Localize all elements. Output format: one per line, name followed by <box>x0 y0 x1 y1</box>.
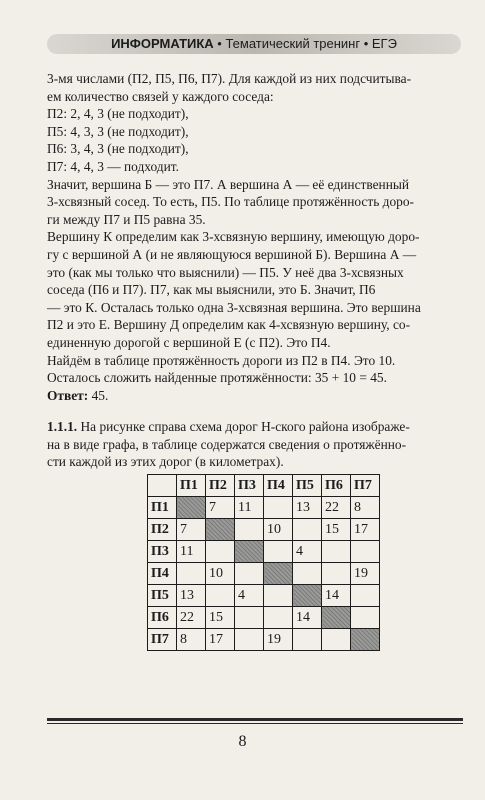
body-line: гу с вершиной А (и не являющуюся вершиной Б). Вершина А — <box>47 246 417 262</box>
table-cell: 10 <box>264 519 293 541</box>
body-line: единенную дорогой с вершиной Е (с П2). Это П4. <box>47 334 331 350</box>
table-cell: 8 <box>351 497 380 519</box>
column-header: П1 <box>177 475 206 497</box>
table-cell: 7 <box>177 519 206 541</box>
table-cell <box>293 563 322 585</box>
answer-label: Ответ: <box>47 387 89 403</box>
answer-line <box>47 387 463 405</box>
table-row <box>148 563 380 585</box>
table-cell: 14 <box>322 585 351 607</box>
table-row <box>148 519 380 541</box>
footer-rule-thin <box>47 723 463 724</box>
table-cell <box>322 563 351 585</box>
table-cell: 11 <box>235 497 264 519</box>
table-row <box>148 585 380 607</box>
table-row <box>148 629 380 651</box>
row-header: П1 <box>148 497 177 519</box>
diagonal-cell <box>293 585 322 607</box>
body-line: Значит, вершина Б — это П7. А вершина А — её единственный <box>47 176 410 192</box>
body-line: 3-мя числами (П2, П5, П6, П7). Для каждой из них подсчитыва- <box>47 71 412 86</box>
table-cell: 15 <box>206 607 235 629</box>
body-line: Найдём в таблице протяжённость дороги из П2 в П4. Это 10. <box>47 352 396 368</box>
table-cell <box>351 607 380 629</box>
table-cell <box>322 629 351 651</box>
row-header: П3 <box>148 541 177 563</box>
diagonal-cell <box>206 519 235 541</box>
body-line: Вершину К определим как 3-хсвязную вершину, имеющую доро- <box>47 229 420 245</box>
task-line <box>47 418 463 436</box>
table-cell: 22 <box>322 497 351 519</box>
row-header: П4 <box>148 563 177 585</box>
column-header: П5 <box>293 475 322 497</box>
row-header: П6 <box>148 607 177 629</box>
table-cell <box>235 563 264 585</box>
body-line: П2: 2, 4, 3 (не подходит), <box>47 106 189 122</box>
table-cell <box>235 629 264 651</box>
table-cell: 22 <box>177 607 206 629</box>
task-line: сти каждой из этих дорог (в километрах). <box>47 454 284 470</box>
body-line: это (как мы только что выяснили) — П5. У неё два 3-хсвязных <box>47 264 404 280</box>
column-header: П2 <box>206 475 235 497</box>
table-cell: 4 <box>293 541 322 563</box>
table-cell: 7 <box>206 497 235 519</box>
row-header: П2 <box>148 519 177 541</box>
running-header <box>47 34 461 54</box>
table-header-row <box>148 475 380 497</box>
task-number: 1.1.1. <box>47 419 78 435</box>
table-cell: 10 <box>206 563 235 585</box>
table-cell: 19 <box>351 563 380 585</box>
table-row <box>148 497 380 519</box>
body-line: 3-хсвязный сосед. То есть, П5. По таблице протяжённость доро- <box>47 194 415 210</box>
header-subject: ИНФОРМАТИКА <box>111 36 214 51</box>
answer-value: 45. <box>88 387 109 403</box>
column-header: П6 <box>322 475 351 497</box>
diagonal-cell <box>264 563 293 585</box>
body-line: — это К. Осталась только одна 3-хсвязная вершина. Это вершина <box>47 299 421 315</box>
body-line: П5: 4, 3, 3 (не подходит), <box>47 123 189 139</box>
body-line: ги между П7 и П5 равна 35. <box>47 211 206 227</box>
diagonal-cell <box>351 629 380 651</box>
task-line: на в виде графа, в таблице содержатся сведения о протяжённо- <box>47 436 407 452</box>
table-cell: 11 <box>177 541 206 563</box>
table-cell <box>235 519 264 541</box>
table-corner-cell <box>148 475 177 497</box>
row-header: П5 <box>148 585 177 607</box>
table-cell <box>293 629 322 651</box>
table-cell: 17 <box>206 629 235 651</box>
body-line: ем количество связей у каждого соседа: <box>47 88 274 104</box>
column-header: П4 <box>264 475 293 497</box>
table-cell: 15 <box>322 519 351 541</box>
column-header: П3 <box>235 475 264 497</box>
table-cell <box>264 607 293 629</box>
table-cell: 19 <box>264 629 293 651</box>
header-rest: • Тематический тренинг • ЕГЭ <box>213 36 397 51</box>
spacer <box>47 404 463 418</box>
table-cell <box>322 541 351 563</box>
table-cell <box>264 585 293 607</box>
body-line: соседа (П6 и П7). П7, как мы выяснили, это Б. Значит, П6 <box>47 282 376 298</box>
table-cell: 13 <box>293 497 322 519</box>
distance-table <box>147 474 380 651</box>
diagonal-cell <box>177 497 206 519</box>
body-line: П2 и это Е. Вершину Д определим как 4-хсвязную вершину, со- <box>47 317 411 333</box>
table-cell: 8 <box>177 629 206 651</box>
table-cell <box>293 519 322 541</box>
table-cell <box>351 541 380 563</box>
body-line: Осталось сложить найденные протяжённости: 35 + 10 = 45. <box>47 370 387 386</box>
table-cell <box>264 497 293 519</box>
body-line: П6: 3, 4, 3 (не подходит), <box>47 141 189 157</box>
table-row <box>148 541 380 563</box>
page-body <box>47 70 463 471</box>
column-header: П7 <box>351 475 380 497</box>
table-cell <box>351 585 380 607</box>
table-cell <box>235 607 264 629</box>
table-cell: 14 <box>293 607 322 629</box>
table-cell <box>206 585 235 607</box>
table-cell <box>206 541 235 563</box>
page-number: 8 <box>238 733 247 750</box>
task-text: На рисунке справа схема дорог Н-ского района изображе- <box>77 419 410 435</box>
row-header: П7 <box>148 629 177 651</box>
table-cell: 4 <box>235 585 264 607</box>
diagonal-cell <box>322 607 351 629</box>
table-row <box>148 607 380 629</box>
table-cell: 13 <box>177 585 206 607</box>
table-cell <box>177 563 206 585</box>
table-cell: 17 <box>351 519 380 541</box>
table-cell <box>264 541 293 563</box>
footer-rule-thick <box>47 718 463 721</box>
body-line: П7: 4, 4, 3 — подходит. <box>47 158 179 174</box>
diagonal-cell <box>235 541 264 563</box>
